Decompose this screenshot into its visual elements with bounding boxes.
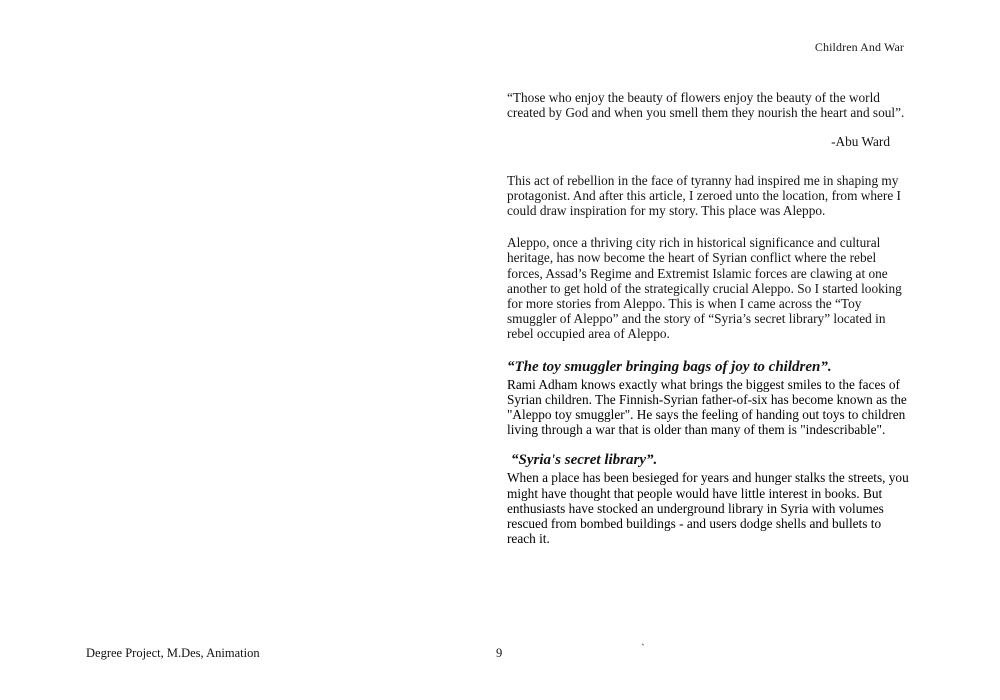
main-text-column	[507, 90, 912, 546]
footer-project-label: Degree Project, M.Des, Animation	[86, 646, 260, 660]
body-paragraph-1: This act of rebellion in the face of tyranny had inspired me in shaping my protagonist. And after this article, I zeroed unto the location, from where I could draw inspiration for my story. This place was Aleppo.	[507, 172, 901, 219]
opening-quote: “Those who enjoy the beauty of flowers enjoy the beauty of the world created by God and when you smell them they nourish the heart and soul”.	[507, 90, 905, 121]
section-body-toy-smuggler: Rami Adham knows exactly what brings the biggest smiles to the faces of Syrian children. The Finnish-Syrian father-of-six has become known as the "Aleppo toy smuggler". He says the feeling of handing out toys to children living through a war that is older than many of them is "indescribable".	[507, 376, 907, 438]
quote-attribution: -Abu Ward	[831, 134, 890, 150]
section-heading-toy-smuggler: “The toy smuggler bringing bags of joy to children”.	[507, 358, 832, 375]
body-paragraph-2: Aleppo, once a thriving city rich in historical significance and cultural heritage, has now become the heart of Syrian conflict where the rebel forces, Assad’s Regime and Extremist Islamic forces are clawing at one another to get hold of the strategically crucial Aleppo. So I started looking for more stories from Aleppo. This is when I came across the “Toy smuggler of Aleppo” and the story of “Syria’s secret library” located in rebel occupied area of Aleppo.	[507, 235, 902, 342]
footer-stray-mark: `	[641, 641, 645, 655]
footer-page-number: 9	[496, 646, 503, 660]
section-body-secret-library: When a place has been besieged for years and hunger stalks the streets, you might have thought that people would have little interest in books. But enthusiasts have stocked an underground library in Syria with volumes rescued from bombed buildings - and users dodge shells and bullets to reach it.	[507, 470, 909, 547]
running-header-title: Children And War	[814, 40, 904, 54]
section-heading-secret-library: “Syria's secret library”.	[511, 452, 658, 469]
